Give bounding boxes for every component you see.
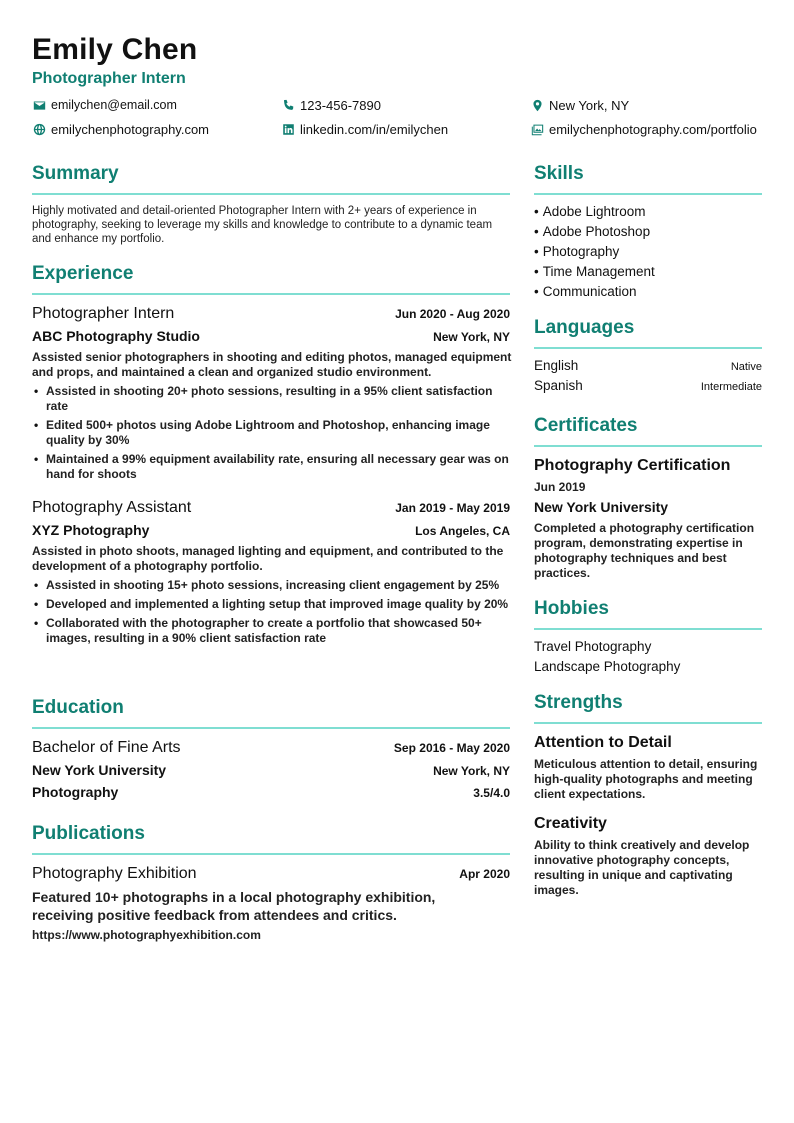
list-item: • Assisted in shooting 15+ photo sessions, increasing client engagement by 25% [32, 578, 510, 593]
education-gpa: 3.5/4.0 [473, 786, 510, 800]
education-location: New York, NY [433, 764, 510, 778]
certificates-heading: Certificates [534, 415, 638, 436]
education-dates: Sep 2016 - May 2020 [393, 741, 510, 755]
education-field-row [32, 784, 510, 800]
strength-2-description: Ability to think creatively and develop innovative photography concepts, resulting in unique and captivating images. [534, 838, 750, 897]
strength-1-name: Attention to Detail [534, 734, 672, 751]
language-level: Native [730, 361, 762, 373]
job-2-bullets [32, 578, 510, 650]
skills-heading: Skills [534, 163, 584, 184]
certificate-issuer: New York University [534, 499, 669, 515]
certificate-name: Photography Certification [534, 457, 731, 474]
strength-2-name: Creativity [534, 815, 607, 832]
list-item: • Edited 500+ photos using Adobe Lightroom and Photoshop, enhancing image quality by 30% [32, 418, 510, 448]
website-text: emilychenphotography.com [51, 122, 210, 137]
job-1-header [32, 305, 510, 323]
publication-date: Apr 2020 [459, 867, 510, 881]
phone-icon [281, 99, 295, 113]
email-text: emilychen@email.com [51, 98, 177, 112]
job-1-dates: Jun 2020 - Aug 2020 [395, 307, 510, 321]
language-name: English [534, 358, 579, 373]
language-level: Intermediate [700, 381, 762, 393]
contact-email[interactable] [32, 98, 177, 112]
publication-header [32, 865, 510, 883]
strengths-heading: Strengths [534, 692, 623, 713]
location-text: New York, NY [549, 98, 630, 113]
hobby-item: Landscape Photography [534, 659, 681, 674]
job-1-company: ABC Photography Studio [32, 328, 200, 344]
job-2-company: XYZ Photography [32, 522, 150, 538]
job-2-description: Assisted in photo shoots, managed lighting and equipment, and contributed to the development of a photography portfolio. [32, 544, 504, 573]
list-item: • Collaborated with the photographer to create a portfolio that showcased 50+ images, resulting in a 90% client satisfaction rate [32, 616, 510, 646]
phone-text: 123-456-7890 [300, 98, 381, 113]
skills-divider [534, 193, 762, 195]
certificate-date: Jun 2019 [534, 480, 586, 494]
skill-item: • Communication [534, 284, 637, 299]
education-school-row [32, 762, 510, 778]
education-header [32, 739, 510, 757]
portfolio-text: emilychenphotography.com/portfolio [549, 122, 757, 137]
linkedin-icon [281, 123, 295, 137]
language-row-english [534, 358, 762, 373]
list-item: • Assisted in shooting 20+ photo sessions, resulting in a 95% client satisfaction rate [32, 384, 510, 414]
job-2-company-row [32, 522, 510, 538]
globe-icon [32, 123, 46, 137]
contact-phone[interactable] [281, 98, 381, 113]
experience-heading: Experience [32, 263, 134, 284]
hobbies-divider [534, 628, 762, 630]
job-2-dates: Jan 2019 - May 2019 [395, 501, 510, 515]
language-row-spanish [534, 378, 762, 393]
contact-website[interactable] [32, 122, 209, 137]
envelope-icon [32, 98, 46, 112]
education-heading: Education [32, 697, 124, 718]
strengths-divider [534, 722, 762, 724]
experience-divider [32, 293, 510, 295]
summary-divider [32, 193, 510, 195]
publication-description: Featured 10+ photographs in a local photography exhibition, receiving positive feedback from attendees and critics. [32, 889, 436, 923]
linkedin-text: linkedin.com/in/emilychen [300, 122, 449, 137]
list-item: • Maintained a 99% equipment availability rate, ensuring all necessary gear was on hand for shoots [32, 452, 510, 482]
candidate-role: Photographer Intern [32, 70, 186, 87]
skill-item: • Adobe Lightroom [534, 204, 646, 219]
languages-heading: Languages [534, 317, 635, 338]
contact-location [530, 98, 629, 113]
publication-url[interactable]: https://www.photographyexhibition.com [32, 928, 261, 942]
strength-1-description: Meticulous attention to detail, ensuring high-quality photographs and meeting client expectations. [534, 757, 758, 801]
hobby-item: Travel Photography [534, 639, 652, 654]
contact-portfolio[interactable] [530, 122, 757, 137]
publication-name: Photography Exhibition [32, 865, 197, 882]
summary-heading: Summary [32, 163, 119, 184]
summary-text: Highly motivated and detail-oriented Photographer Intern with 2+ years of experience in photography, seeking to leverage my skills and knowledge to contribute to a dynamic team and enhance my portfolio. [32, 205, 493, 245]
job-2-header [32, 499, 510, 517]
skill-item: • Adobe Photoshop [534, 224, 650, 239]
skill-item: • Time Management [534, 264, 655, 279]
education-divider [32, 727, 510, 729]
job-1-description: Assisted senior photographers in shooting and editing photos, managed equipment and props, and maintained a clean and organized studio environment. [32, 350, 512, 379]
skill-item: • Photography [534, 244, 619, 259]
map-pin-icon [530, 99, 544, 113]
education-degree: Bachelor of Fine Arts [32, 739, 181, 756]
language-name: Spanish [534, 378, 583, 393]
job-1-bullets [32, 384, 510, 486]
publications-heading: Publications [32, 823, 145, 844]
contact-linkedin[interactable] [281, 122, 448, 137]
publications-divider [32, 853, 510, 855]
job-2-location: Los Angeles, CA [415, 524, 510, 538]
certificate-description: Completed a photography certification program, demonstrating expertise in photography techniques and best practices. [534, 521, 755, 580]
candidate-name: Emily Chen [32, 33, 198, 66]
job-1-location: New York, NY [433, 330, 510, 344]
languages-divider [534, 347, 762, 349]
job-2-title: Photography Assistant [32, 499, 192, 516]
job-1-title: Photographer Intern [32, 305, 175, 322]
portfolio-icon [530, 123, 544, 137]
certificates-divider [534, 445, 762, 447]
education-school: New York University [32, 762, 167, 778]
job-1-company-row [32, 328, 510, 344]
list-item: • Developed and implemented a lighting setup that improved image quality by 20% [32, 597, 510, 612]
education-field: Photography [32, 784, 119, 800]
hobbies-heading: Hobbies [534, 598, 609, 619]
